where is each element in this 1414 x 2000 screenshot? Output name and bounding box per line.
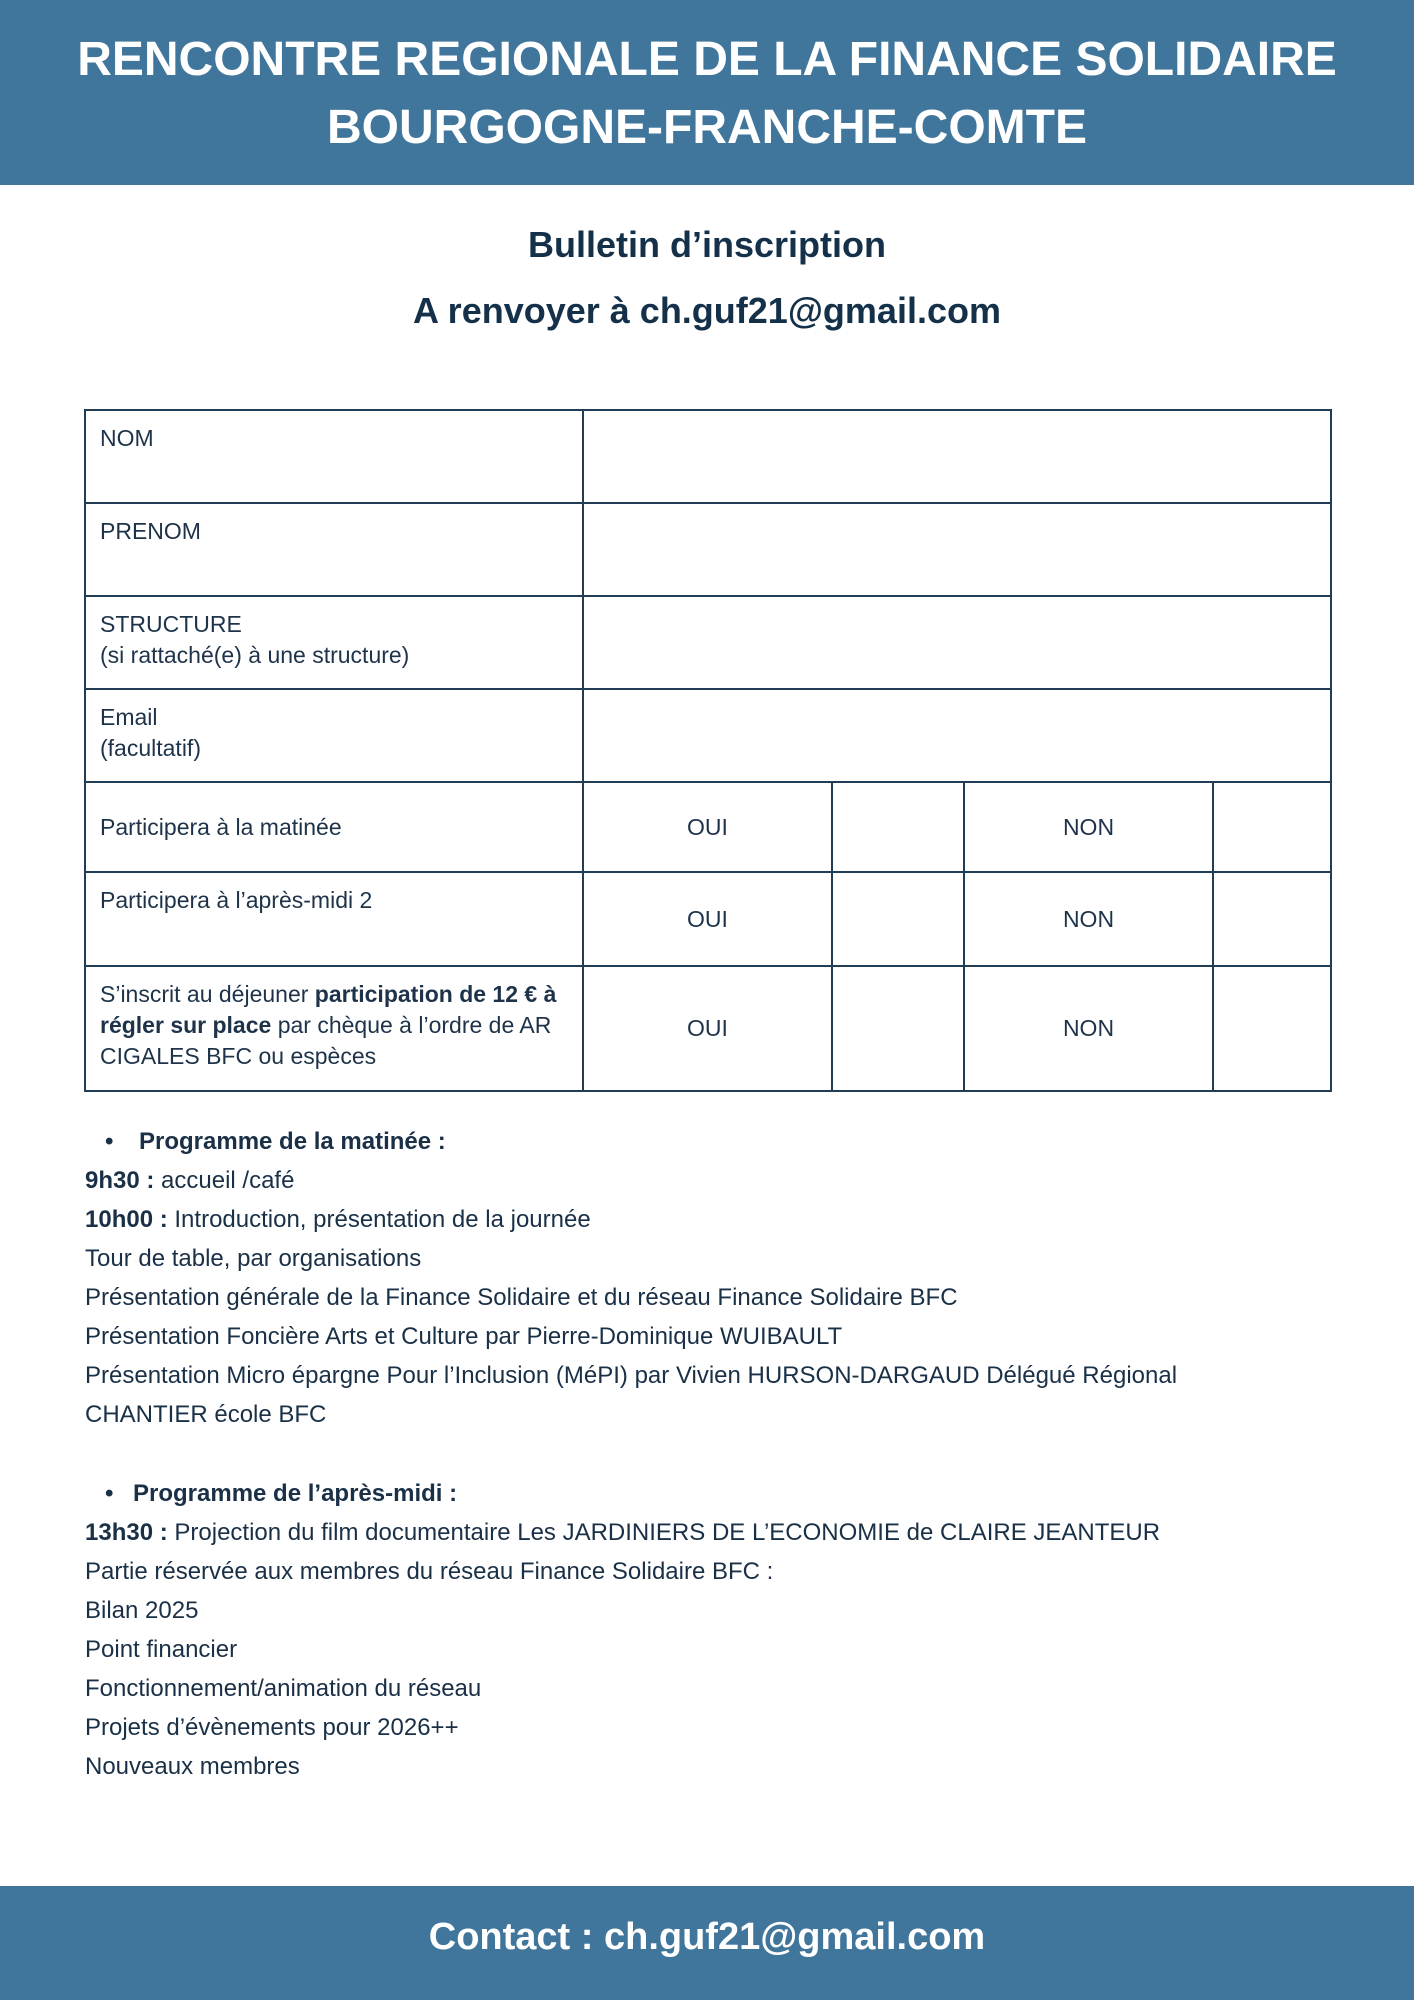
nom-input-cell[interactable] <box>583 410 1331 503</box>
program-time: 9h30 : <box>85 1167 155 1194</box>
field-label <box>85 689 583 782</box>
form-row-email <box>85 689 1331 782</box>
dejeuner-oui-checkbox[interactable] <box>832 966 964 1091</box>
dejeuner-label <box>85 966 583 1091</box>
program-text: Projection du film documentaire Les JARDINIERS DE L’ECONOMIE de CLAIRE JEANTEUR <box>167 1519 1161 1546</box>
matinee-oui-checkbox[interactable] <box>832 782 964 872</box>
contact-footer <box>0 1886 1414 2000</box>
program-text: Introduction, présentation de la journée <box>167 1206 591 1233</box>
field-label: PRENOM <box>85 503 583 596</box>
dejeuner-non-checkbox[interactable] <box>1213 966 1331 1091</box>
matinee-label: Participera à la matinée <box>85 782 583 872</box>
form-title: Bulletin d’inscription <box>528 224 886 265</box>
program-morning-title: Programme de la matinée : <box>139 1128 446 1155</box>
email-input-cell[interactable] <box>583 689 1331 782</box>
structure-input-cell[interactable] <box>583 596 1331 689</box>
oui-label: OUI <box>583 782 832 872</box>
program-afternoon-title: Programme de l’après-midi : <box>133 1480 458 1507</box>
program-afternoon-heading <box>85 1474 1160 1513</box>
structure-label: STRUCTURE <box>100 611 242 637</box>
apres-midi-oui-checkbox[interactable] <box>832 872 964 966</box>
matinee-non-checkbox[interactable] <box>1213 782 1331 872</box>
program-text: accueil /café <box>154 1167 295 1194</box>
event-title-line2: BOURGOGNE-FRANCHE-COMTE <box>327 101 1087 154</box>
contact-email: Contact : ch.guf21@gmail.com <box>428 1916 986 1958</box>
non-label: NON <box>964 782 1213 872</box>
form-row-apres-midi <box>85 872 1331 966</box>
dejeuner-price-note: participation de 12 € à régler sur place <box>100 981 557 1038</box>
program-item <box>85 1200 1177 1239</box>
program-item: Tour de table, par organisations <box>85 1245 422 1272</box>
program-time: 13h30 : <box>85 1519 168 1546</box>
program-item <box>85 1161 1177 1200</box>
program-item: Projets d’évènements pour 2026++ <box>85 1714 459 1741</box>
program-item: CHANTIER école BFC <box>85 1401 327 1428</box>
dejeuner-label-pre: S’inscrit au déjeuner <box>100 981 315 1007</box>
event-header <box>0 0 1414 185</box>
email-label: Email <box>100 704 158 730</box>
oui-label: OUI <box>583 966 832 1091</box>
prenom-input-cell[interactable] <box>583 503 1331 596</box>
structure-sublabel: (si rattaché(e) à une structure) <box>100 642 410 668</box>
form-row-nom <box>85 410 1331 503</box>
apres-midi-label: Participera à l’après-midi 2 <box>85 872 583 966</box>
bullet-icon: • <box>105 1480 114 1507</box>
oui-label: OUI <box>583 872 832 966</box>
program-item: Fonctionnement/animation du réseau <box>85 1675 482 1702</box>
program-item <box>85 1513 1160 1552</box>
field-label <box>85 596 583 689</box>
program-time: 10h00 : <box>85 1206 168 1233</box>
program-item: Présentation Micro épargne Pour l’Inclusion (MéPI) par Vivien HURSON-DARGAUD Délégué Régional <box>85 1362 1178 1389</box>
program-morning <box>85 1122 1177 1434</box>
program-item: Présentation Foncière Arts et Culture par Pierre-Dominique WUIBAULT <box>85 1323 843 1350</box>
form-row-matinee <box>85 782 1331 872</box>
form-row-structure <box>85 596 1331 689</box>
form-row-dejeuner <box>85 966 1331 1091</box>
program-item: Nouveaux membres <box>85 1753 300 1780</box>
registration-form-table <box>84 409 1332 1092</box>
program-afternoon <box>85 1474 1160 1786</box>
email-sublabel: (facultatif) <box>100 735 201 761</box>
event-title-line1: RENCONTRE REGIONALE DE LA FINANCE SOLIDAIRE <box>77 33 1337 86</box>
program-item: Bilan 2025 <box>85 1597 199 1624</box>
apres-midi-non-checkbox[interactable] <box>1213 872 1331 966</box>
program-item: Présentation générale de la Finance Solidaire et du réseau Finance Solidaire BFC <box>85 1284 958 1311</box>
dejeuner-label-post: par chèque à l’ordre de AR CIGALES BFC ou espèces <box>100 1012 552 1069</box>
program-morning-heading <box>85 1122 1177 1161</box>
non-label: NON <box>964 966 1213 1091</box>
program-item: Point financier <box>85 1636 238 1663</box>
bullet-icon: • <box>105 1128 114 1155</box>
non-label: NON <box>964 872 1213 966</box>
form-row-prenom <box>85 503 1331 596</box>
return-instruction: A renvoyer à ch.guf21@gmail.com <box>413 290 1001 331</box>
program-item: Partie réservée aux membres du réseau Finance Solidaire BFC : <box>85 1558 774 1585</box>
field-label: NOM <box>85 410 583 503</box>
